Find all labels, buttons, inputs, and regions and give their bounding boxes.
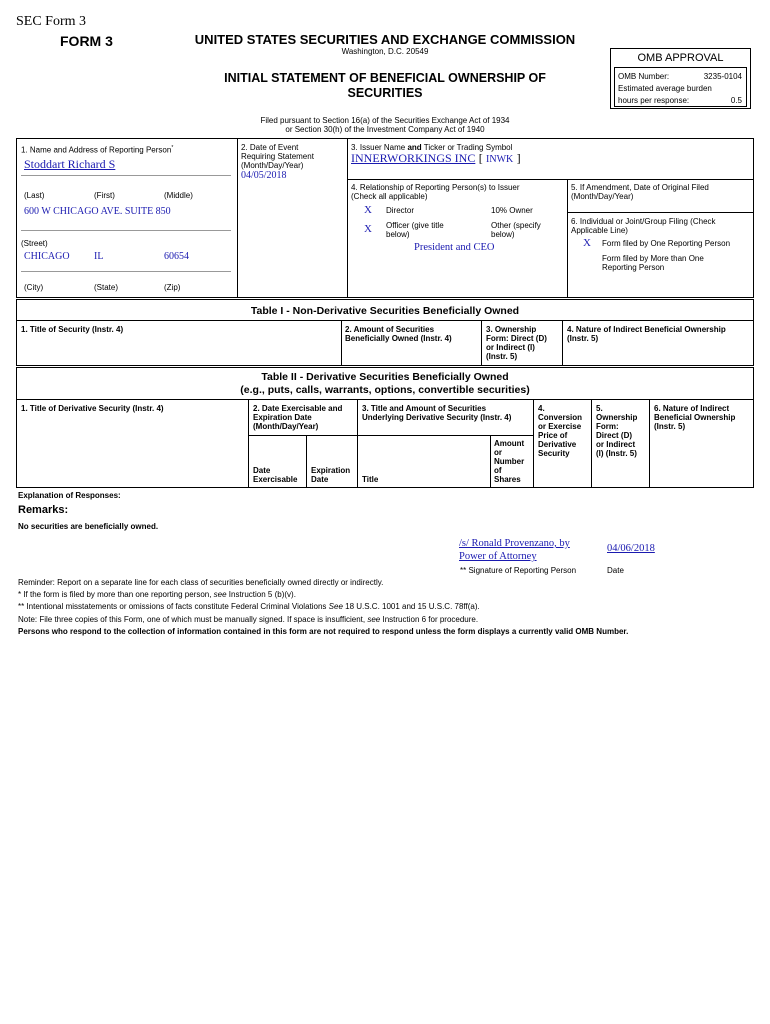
table2-col2: 2. Date Exercisable and Expiration Date (Month/Day/Year) (248, 399, 358, 436)
explanation-label: Explanation of Responses: (18, 491, 121, 500)
street-label: (Street) (21, 239, 48, 248)
note-multiple-persons: * If the form is filed by more than one reporting person, see Instruction 5 (b)(v). (18, 590, 296, 599)
state-label: (State) (94, 283, 119, 292)
reminder-text: Reminder: Report on a separate line for each class of securities beneficially owned directly or indirectly. (18, 578, 384, 587)
box4-label: 4. Relationship of Reporting Person(s) to Issuer (Check all applicable) (351, 183, 520, 201)
box2-label: 2. Date of Event Requiring Statement (Month/Day/Year) (241, 143, 314, 170)
zip-label: (Zip) (164, 283, 181, 292)
one-person-label: Form filed by One Reporting Person (602, 239, 731, 248)
omb-hours-value: 0.5 (730, 96, 742, 105)
officer-label: Officer (give title below) (386, 221, 444, 239)
remarks-text: No securities are beneficially owned. (18, 522, 159, 531)
omb-title: OMB APPROVAL (637, 52, 724, 64)
agency-title: UNITED STATES SECURITIES AND EXCHANGE COMMISSION (194, 32, 576, 47)
date-label: Date (607, 566, 624, 575)
filed-pursuant-line1: Filed pursuant to Section 16(a) of the Securities Exchange Act of 1934 (260, 116, 510, 125)
omb-burden-label: Estimated average burden (618, 84, 712, 93)
zip-value: 60654 (164, 251, 189, 262)
issuer-line: INNERWORKINGS INC [ INWK ] (351, 151, 521, 165)
remarks-label: Remarks: (18, 504, 69, 516)
omb-details (614, 67, 747, 107)
box6-label: 6. Individual or Joint/Group Filing (Check Applicable Line) (571, 217, 716, 235)
table2-col2a: Date Exercisable (248, 435, 307, 488)
box1-label: 1. Name and Address of Reporting Person* (21, 145, 174, 155)
form-title-line2: SECURITIES (347, 86, 423, 100)
table2-col6: 6. Nature of Indirect Beneficial Ownership (Instr. 5) (649, 399, 754, 488)
last-label: (Last) (24, 191, 45, 200)
director-label: Director (386, 206, 415, 215)
persons-respond-note: Persons who respond to the collection of information contained in this form are not required to respond unless the form displays a currently valid OMB Number. (18, 627, 629, 636)
signature-date: 04/06/2018 (607, 543, 655, 554)
table1-col4: 4. Nature of Indirect Beneficial Ownership (Instr. 5) (562, 320, 754, 366)
one-person-check: X (583, 237, 591, 249)
table1-col2: 2. Amount of Securities Beneficially Owned (Instr. 4) (341, 320, 482, 366)
table2-col3b: Amount or Number of Shares (490, 435, 534, 488)
omb-number-value: 3235-0104 (703, 72, 742, 81)
state-value: IL (94, 251, 104, 262)
box5-label: 5. If Amendment, Date of Original Filed (Month/Day/Year) (571, 183, 709, 201)
table1-col1: 1. Title of Security (Instr. 4) (16, 320, 342, 366)
sec-form-label: SEC Form 3 (16, 14, 87, 29)
signature-label: ** Signature of Reporting Person (460, 566, 577, 575)
table2-title: Table II - Derivative Securities Beneficially Owned (e.g., puts, calls, warrants, options, convertible securities) (240, 371, 530, 396)
filed-pursuant-line2: or Section 30(h) of the Investment Company Act of 1940 (285, 125, 485, 134)
note-copies: Note: File three copies of this Form, one of which must be manually signed. If space is insufficient, see Instruction 6 for procedure. (18, 615, 479, 624)
table2-col3a: Title (357, 435, 491, 488)
first-label: (First) (94, 191, 115, 200)
city-value: CHICAGO (24, 251, 70, 262)
event-date: 04/05/2018 (241, 170, 287, 181)
box3-label: 3. Issuer Name and Ticker or Trading Symbol (351, 143, 513, 152)
director-check: X (364, 204, 372, 216)
other-label: Other (specify below) (491, 221, 541, 239)
note-misstatements: ** Intentional misstatements or omissions of facts constitute Federal Criminal Violations See 18 U.S.C. 1001 and 15 U.S.C. 78ff(a). (18, 602, 480, 611)
omb-approval-box (610, 48, 751, 109)
table2-col5: 5. Ownership Form: Direct (D) or Indirect (I) (Instr. 5) (591, 399, 650, 488)
middle-label: (Middle) (164, 191, 193, 200)
table1-title-bar (16, 299, 754, 321)
form-title-line1: INITIAL STATEMENT OF BENEFICIAL OWNERSHIP OF (224, 71, 546, 85)
table2-col4: 4. Conversion or Exercise Price of Derivative Security (533, 399, 592, 488)
signature-link[interactable]: /s/ Ronald Provenzano, by Power of Attorney (459, 538, 570, 562)
table2-col1: 1. Title of Derivative Security (Instr. 4) (16, 399, 249, 488)
omb-hours-label: hours per response: (618, 96, 690, 105)
officer-check: X (364, 223, 372, 235)
ten-percent-owner-label: 10% Owner (491, 206, 533, 215)
table2-col2b: Expiration Date (306, 435, 358, 488)
table2-title-bar (16, 367, 754, 400)
table2-col3: 3. Title and Amount of Securities Underlying Derivative Security (Instr. 4) (357, 399, 534, 436)
form-number: FORM 3 (60, 33, 113, 49)
ticker-symbol: INWK (486, 154, 514, 165)
agency-location: Washington, D.C. 20549 (341, 47, 429, 56)
more-persons-label: Form filed by More than One Reporting Person (602, 254, 704, 272)
reporting-person-name[interactable]: Stoddart Richard S (24, 157, 116, 171)
table1-title: Table I - Non-Derivative Securities Beneficially Owned (250, 305, 520, 317)
omb-number-label: OMB Number: (618, 72, 670, 81)
issuer-name-link[interactable]: INNERWORKINGS INC (351, 151, 476, 165)
street-address: 600 W CHICAGO AVE. SUITE 850 (24, 206, 171, 217)
city-label: (City) (24, 283, 44, 292)
table1-col3: 3. Ownership Form: Direct (D) or Indirect (I) (Instr. 5) (481, 320, 563, 366)
officer-title: President and CEO (414, 242, 495, 253)
